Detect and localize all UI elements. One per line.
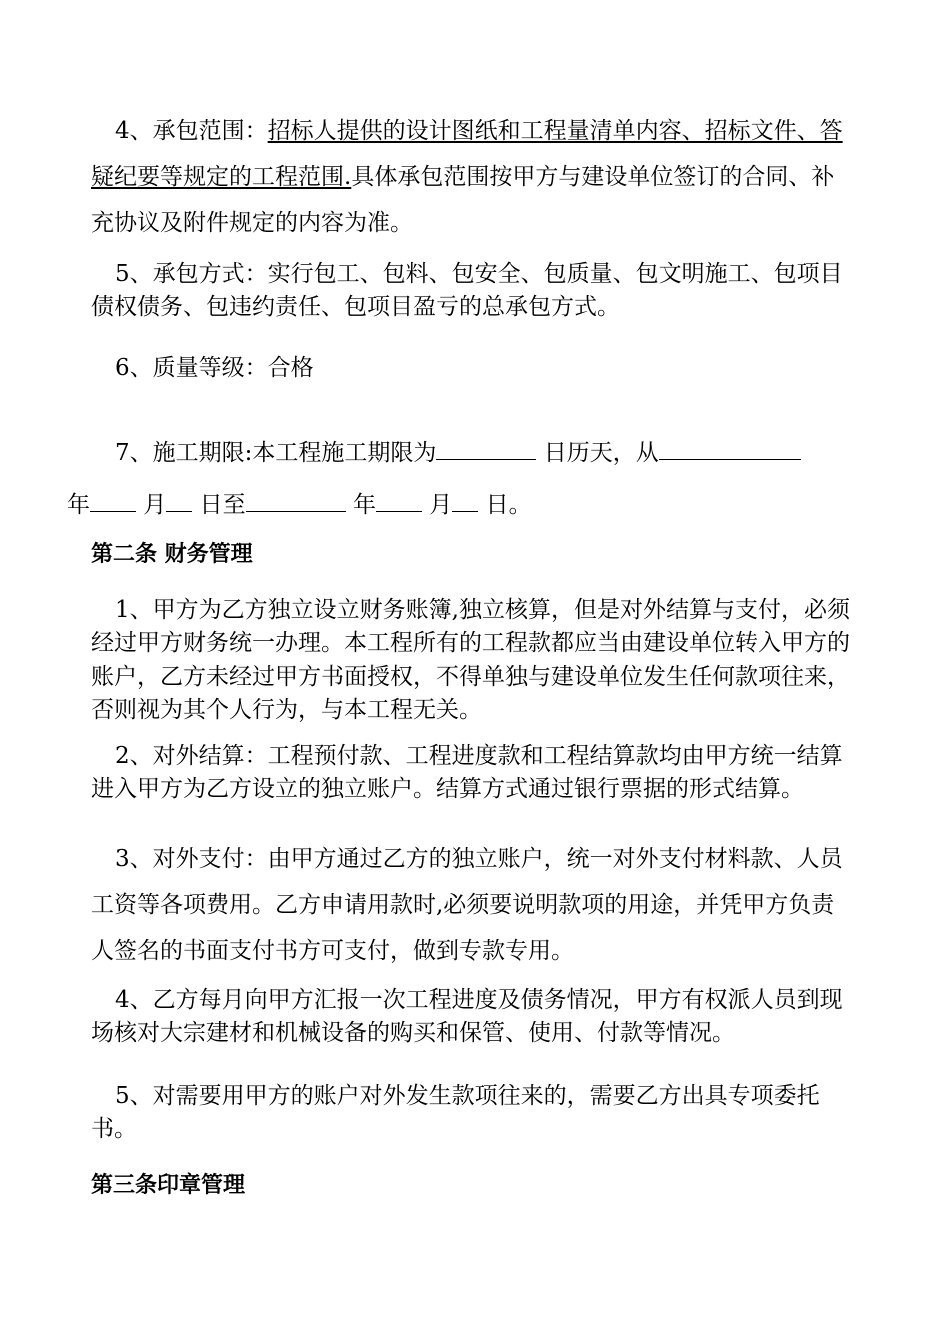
clause-contract-scope-underlined: 招标人提供的设计图纸和工程量清单内容、招标文件、答疑纪要等规定的工程范围. <box>91 118 843 190</box>
period-year2-blank <box>246 487 346 512</box>
period-month2-blank <box>452 487 478 512</box>
period-from-blank <box>659 435 801 460</box>
section-financial-title: 第二条 财务管理 <box>91 542 253 567</box>
period-month1: 月 <box>143 491 167 518</box>
financial-clause-5: 5、对需要用甲方的账户对外发生款项往来的，需要乙方出具专项委托书。 <box>91 1083 820 1143</box>
period-year1: 年 <box>67 491 90 518</box>
period-year2: 年 <box>352 491 376 518</box>
clause-quality-grade: 6、质量等级：合格 <box>115 355 314 381</box>
period-day2: 日。 <box>485 491 532 518</box>
period-month2: 月 <box>429 491 453 518</box>
clause-contract-scope-rest: 具体承包范围按甲方与建设单位签订的合同、补充协议及附件规定的内容为准。 <box>91 164 835 236</box>
period-year2b-blank <box>376 487 422 512</box>
period-year1-blank <box>90 487 136 512</box>
section-seal-title: 第三条印章管理 <box>91 1173 246 1198</box>
financial-clause-2: 2、对外结算：工程预付款、工程进度款和工程结算款均由甲方统一结算进入甲方为乙方设立的独立账户。结算方式通过银行票据的形式结算。 <box>91 743 843 803</box>
clause-contract-scope-prefix: 4、承包范围： <box>115 118 268 144</box>
period-label: 7、施工期限:本工程施工期限为 <box>115 440 437 466</box>
clause-contract-scope <box>91 108 851 246</box>
clause-construction-period <box>67 428 851 532</box>
period-month1-blank <box>166 487 192 512</box>
financial-clause-1: 1、甲方为乙方独立设立财务账簿,独立核算，但是对外结算与支付，必须经过甲方财务统一办理。本工程所有的工程款都应当由建设单位转入甲方的账户，乙方未经过甲方书面授权，不得单独与建设单位发生任何款项往来，否则视为其个人行为，与本工程无关。 <box>91 597 850 724</box>
period-days-blank <box>436 435 536 460</box>
financial-clause-3: 3、对外支付：由甲方通过乙方的独立账户，统一对外支付材料款、人员工资等各项费用。乙方申请用款时,必须要说明款项的用途，并凭甲方负责人签名的书面支付书方可支付，做到专款专用。 <box>91 846 843 964</box>
period-from-label: 日历天，从 <box>543 440 659 466</box>
period-day1: 日至 <box>199 491 246 518</box>
financial-clause-4: 4、乙方每月向甲方汇报一次工程进度及债务情况，甲方有权派人员到现场核对大宗建材和机械设备的购买和保管、使用、付款等情况。 <box>91 987 843 1047</box>
clause-contract-method: 5、承包方式：实行包工、包料、包安全、包质量、包文明施工、包项目债权债务、包违约责任、包项目盈亏的总承包方式。 <box>91 261 843 321</box>
